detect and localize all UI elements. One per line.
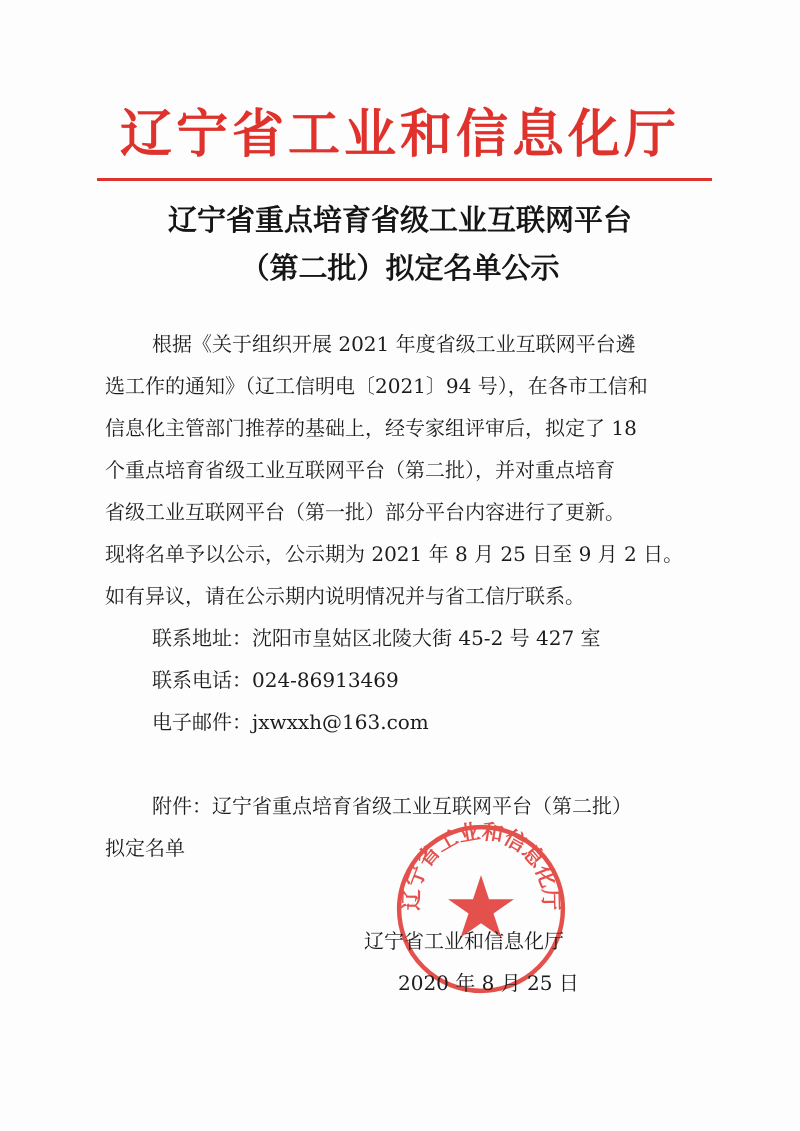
document-title-line-1: 辽宁省重点培育省级工业互联网平台 — [167, 203, 632, 237]
contact-address: 联系地址：沈阳市皇姑区北陵大街 45-2 号 427 室 — [152, 626, 601, 650]
attachment-line-2: 拟定名单 — [105, 836, 185, 860]
body-paragraph-line: 选工作的通知》（辽工信明电〔2021〕94 号），在各市工信和 — [105, 374, 648, 398]
body-paragraph-line: 个重点培育省级工业互联网平台（第二批），并对重点培育 — [105, 458, 615, 482]
seal-text: 辽宁省工业和信息化厅 — [399, 820, 563, 911]
body-paragraph-line: 省级工业互联网平台（第一批）部分平台内容进行了更新。 — [105, 500, 625, 524]
attachment-line-1: 附件：辽宁省重点培育省级工业互联网平台（第二批） — [152, 794, 632, 818]
header-red-rule — [97, 178, 712, 181]
contact-phone: 联系电话：024-86913469 — [152, 668, 399, 692]
contact-email: 电子邮件：jxwxxh@163.com — [152, 710, 429, 734]
body-paragraph-line: 根据《关于组织开展 2021 年度省级工业互联网平台遴 — [152, 332, 636, 356]
body-paragraph-line: 现将名单予以公示，公示期为 2021 年 8 月 25 日至 9 月 2 日。 — [105, 542, 684, 566]
body-paragraph-line: 如有异议，请在公示期内说明情况并与省工信厅联系。 — [105, 584, 585, 608]
signature-date: 2020 年 8 月 25 日 — [398, 971, 579, 995]
signature-org: 辽宁省工业和信息化厅 — [364, 929, 564, 953]
org-header-title: 辽宁省工业和信息化厅 — [120, 104, 681, 165]
body-paragraph-line: 信息化主管部门推荐的基础上，经专家组评审后，拟定了 18 — [105, 416, 637, 440]
document-title-line-2: （第二批）拟定名单公示 — [240, 251, 560, 285]
